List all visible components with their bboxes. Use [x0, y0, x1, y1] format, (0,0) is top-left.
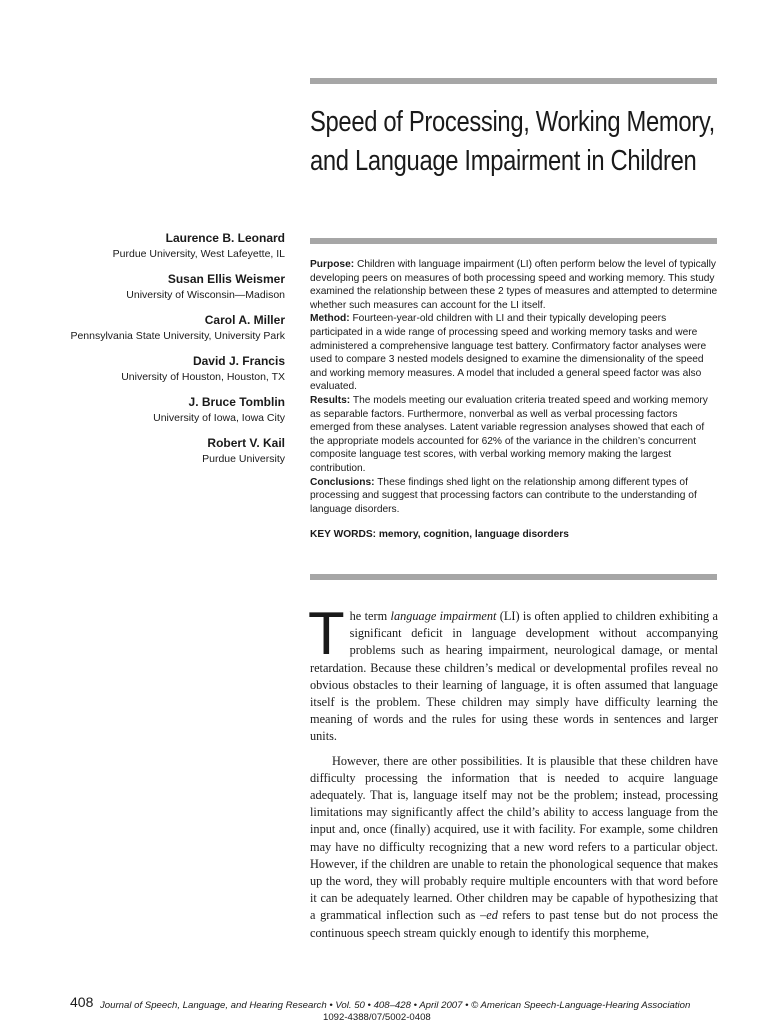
author-name: Laurence B. Leonard	[165, 231, 285, 245]
abstract-results	[310, 394, 720, 476]
author-name: Carol A. Miller	[204, 313, 285, 327]
p2-text-b: refers to past tense but do not process the continuous speech stream quickly enough to identify this morpheme,	[310, 908, 718, 940]
purpose-text: Children with language impairment (LI) often perform below the level of typically developing peers on measures of both processing speed and working memory. This study examined the relationship between these 2 types of measures and attempted to determine whether such measures can account for the LI itself.	[310, 259, 718, 311]
p1-text-b: (LI) is often applied to children exhibiting a significant deficit in language development without accompanying problems such as hearing impairment, neurological damage, or mental retardation. Because these children’s medical or developmental profiles reveal no obvious obstacles to their learning of language, it is often assumed that language itself is the problem. These children may simply have difficulty learning the meaning of words and the rules for using these words in sentences and larger units.	[310, 609, 718, 744]
author-affiliation: Purdue University, West Lafeyette, IL	[112, 248, 285, 260]
author-entry	[40, 271, 285, 303]
p2-text-a: However, there are other possibilities. It is plausible that these children have difficulty processing the information that is needed to acquire language adequately. That is, language itself may not be the problem; instead, processing limitations may significantly affect the child’s ability to access language from the input and, once (finally) acquired, use it with facility. For example, some children may have no difficulty recognizing that a new word refers to a particular object. However, if the children are unable to retain the phonological sequence that makes up the word, they will probably require multiple encounters with that word before it can be adequately learned. Other children may be capable of hypothesizing that a grammatical inflection such as	[310, 753, 718, 923]
author-affiliation: University of Wisconsin—Madison	[126, 289, 285, 301]
method-text: Fourteen-year-old children with LI and their typically developing peers participated in a wide range of processing speed and working memory tasks and were administered a comprehensive language test battery. Confirmatory factor analyses were used to compare 3 nested models designed to examine the dimensionality of the speed and working memory measures. A model that included a general speed factor was also evaluated.	[310, 313, 707, 393]
author-affiliation: University of Houston, Houston, TX	[121, 371, 285, 383]
conclusions-label: Conclusions:	[310, 476, 375, 488]
results-text: The models meeting our evaluation criteria treated speed and working memory as separable factors. Furthermore, nonverbal as well as verbal processing factors emerged from these analyses. Latent variable regression analyses showed that each of the appropriate models accounted for 62% of the variance in the children’s concurrent composite language test scores, with verbal working memory making the largest contribution.	[310, 394, 708, 474]
p1-text-a: he term	[349, 609, 391, 623]
author-name: Robert V. Kail	[207, 436, 285, 450]
author-affiliation: Pennsylvania State University, University Park	[70, 330, 285, 342]
article-body	[308, 600, 718, 942]
abstract-bottom-rule	[310, 574, 717, 580]
author-name: J. Bruce Tomblin	[188, 395, 285, 409]
purpose-label: Purpose:	[310, 259, 355, 270]
author-name: Susan Ellis Weismer	[167, 272, 285, 286]
author-affiliation: Purdue University	[202, 453, 285, 465]
issn: 1092-4388/07/5002-0408	[323, 1012, 431, 1023]
article-title	[310, 103, 715, 181]
body-paragraph-1	[308, 600, 718, 746]
author-name: David J. Francis	[192, 354, 285, 368]
body-paragraph-2	[310, 753, 718, 942]
page-number: 408	[70, 994, 94, 1010]
abstract-purpose	[310, 258, 720, 312]
conclusions-text: These findings shed light on the relationship among different types of processing and suggest that processing factors can contribute to the understanding of language disorders.	[310, 476, 697, 515]
author-entry	[40, 435, 285, 467]
abstract-top-rule	[310, 238, 717, 244]
results-label: Results:	[310, 394, 351, 406]
author-entry	[40, 312, 285, 344]
author-entry	[40, 353, 285, 385]
abstract	[310, 258, 720, 542]
p2-emphasis: –ed	[480, 908, 498, 923]
title-line-1: Speed of Processing, Working Memory,	[310, 106, 715, 138]
author-list	[40, 230, 285, 476]
abstract-conclusions	[310, 476, 720, 517]
title-line-2: and Language Impairment in Children	[310, 145, 697, 177]
method-label: Method:	[310, 313, 350, 325]
author-affiliation: University of Iowa, Iowa City	[153, 412, 285, 424]
top-rule	[310, 78, 717, 84]
keywords: KEY WORDS: memory, cognition, language disorders	[310, 529, 569, 541]
author-entry	[40, 394, 285, 426]
drop-cap: T	[308, 600, 345, 667]
p1-emphasis: language impairment	[390, 609, 497, 623]
author-entry	[40, 230, 285, 262]
journal-citation: Journal of Speech, Language, and Hearing Research • Vol. 50 • 408–428 • April 2007 • © American Speech-Language-Hearing Association	[100, 1000, 691, 1011]
abstract-method	[310, 312, 720, 394]
